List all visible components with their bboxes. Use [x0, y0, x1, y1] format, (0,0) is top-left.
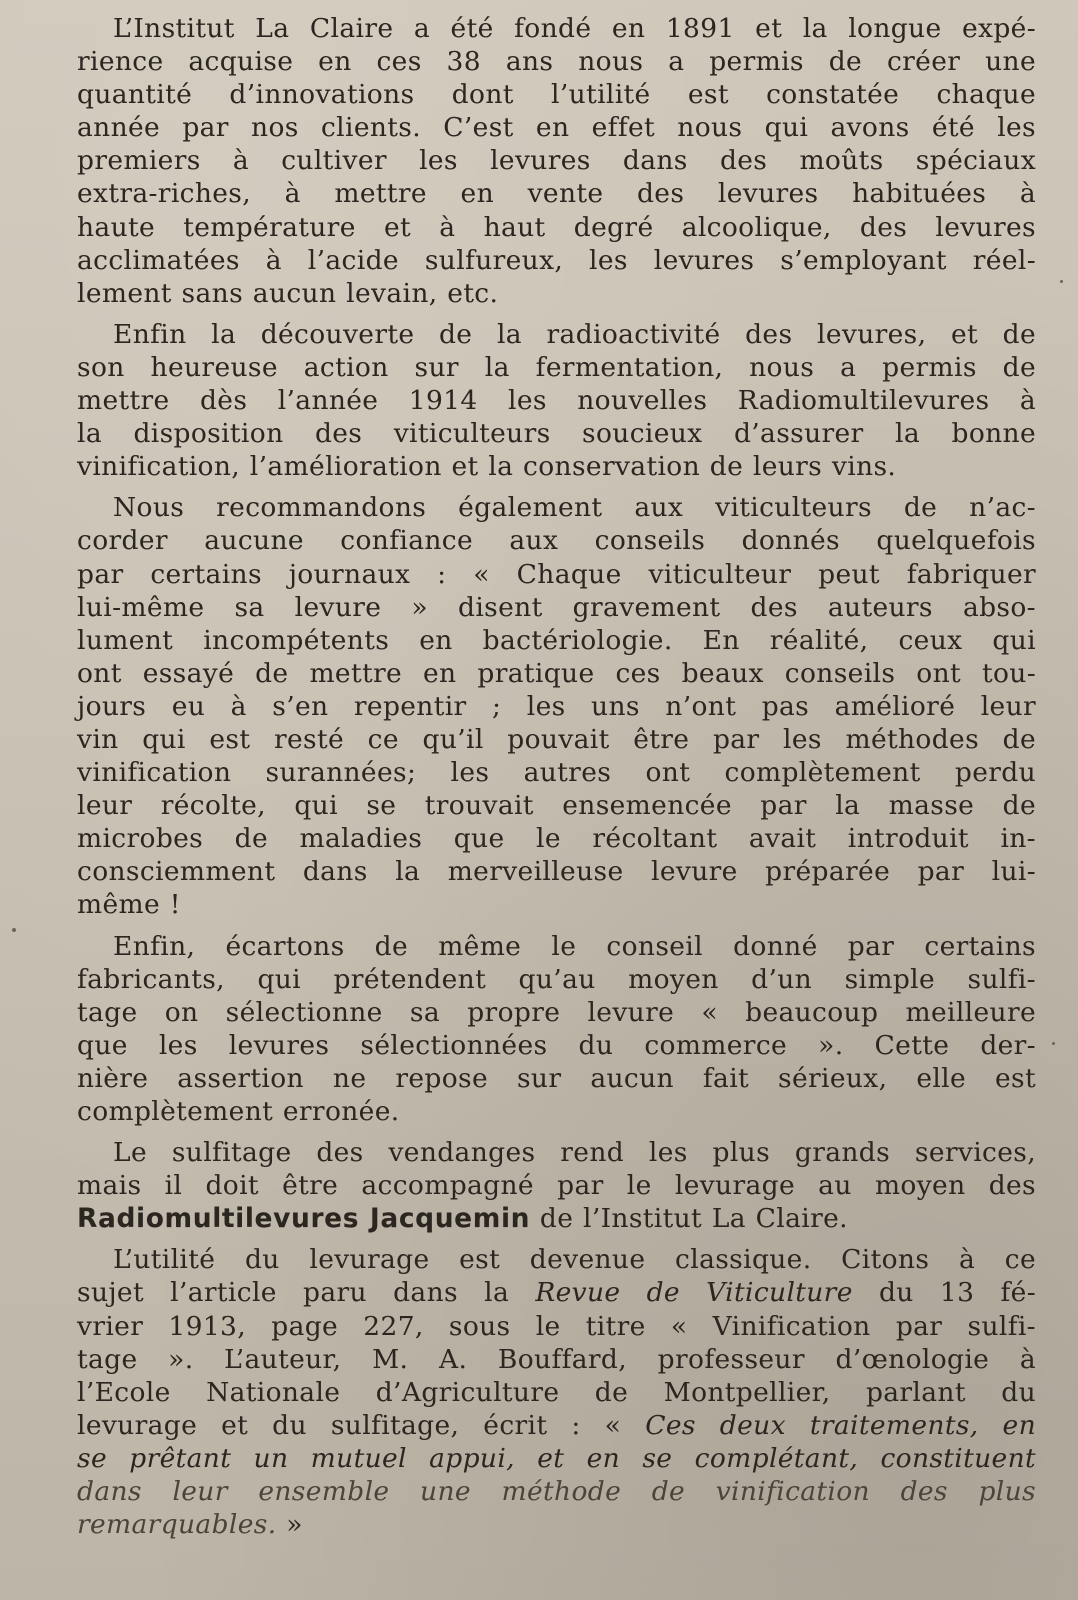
text-line: Nous recommandons également aux viticulteurs de n’ac-: [113, 492, 1036, 524]
text-line: haute température et à haut degré alcoolique, des levures: [77, 211, 1036, 243]
text-line: lui-même sa levure » disent gravement des auteurs abso-: [77, 591, 1036, 623]
text-line: L’Institut La Claire a été fondé en 1891 et la longue expé-: [113, 13, 1036, 44]
text-line: la disposition des viticulteurs soucieux d’assurer la bonne: [77, 418, 1036, 450]
text-line: l’Ecole Nationale d’Agriculture de Montpellier, parlant du: [77, 1376, 1036, 1408]
text-line: que les levures sélectionnées du commerce ». Cette der-: [77, 1029, 1036, 1061]
text-line: lement sans aucun levain, etc.: [77, 277, 499, 309]
text-fragment: levurage et du sulfitage, écrit : «: [77, 1409, 646, 1441]
text-line: acclimatées à l’acide sulfureux, les levures s’employant réel-: [77, 244, 1036, 276]
text-line: [42, 1409, 1036, 1442]
text-line: vin qui est resté ce qu’il pouvait être par les méthodes de: [77, 723, 1036, 755]
paragraph-radioactivity: [42, 318, 1036, 483]
quote-line: se prêtant un mutuel appui, et en se complétant, constituent: [77, 1442, 1036, 1474]
text-line: Enfin, écartons de même le conseil donné par certains: [113, 930, 1036, 962]
text-line: lument incompétents en bactériologie. En réalité, ceux qui: [77, 624, 1036, 656]
text-line: Le sulfitage des vendanges rend les plus grands services,: [113, 1137, 1036, 1169]
text-line: [42, 1508, 1036, 1541]
text-line: année par nos clients. C’est en effet nous qui avons été les: [77, 112, 1036, 144]
text-line: fabricants, qui prétendent qu’au moyen d’un simple sulfi-: [77, 963, 1036, 995]
text-line: extra-riches, à mettre en vente des levures habituées à: [77, 178, 1036, 210]
text-line: ont essayé de mettre en pratique ces beaux conseils ont tou-: [77, 657, 1036, 689]
text-line: mettre dès l’année 1914 les nouvelles Radiomultilevures à: [77, 385, 1036, 417]
paragraph-sulfitage-services: [42, 1136, 1036, 1235]
text-line: premiers à cultiver les levures dans des moûts spéciaux: [77, 145, 1036, 177]
quote-fragment: Ces deux traitements, en: [645, 1409, 1036, 1441]
text-line: nière assertion ne repose sur aucun fait sérieux, elle est: [77, 1062, 1036, 1094]
journal-title: Revue de Viticulture: [535, 1277, 853, 1309]
text-line: vrier 1913, page 227, sous le titre « Vinification par sulfi-: [77, 1310, 1036, 1342]
text-fragment: sujet l’article paru dans la: [77, 1277, 536, 1309]
text-line: son heureuse action sur la fermentation, nous a permis de: [77, 351, 1036, 383]
text-line: [42, 1276, 1036, 1309]
text-line: corder aucune confiance aux conseils donnés quelquefois: [77, 525, 1036, 557]
paragraph-sulfitage-warning: [42, 930, 1036, 1129]
text-line: Enfin la découverte de la radioactivité des levures, et de: [113, 318, 1036, 350]
text-fragment: du 13 fé-: [852, 1277, 1036, 1309]
text-line: leur récolte, qui se trouvait ensemencée par la masse de: [77, 790, 1036, 822]
paper-speck: [12, 928, 16, 932]
text-line: vinification surannées; les autres ont complètement perdu: [77, 757, 1036, 789]
quote-fragment: remarquables.: [77, 1509, 277, 1541]
text-line: vinification, l’amélioration et la conservation de leurs vins.: [77, 451, 897, 483]
text-line: mais il doit être accompagné par le levurage au moyen des: [77, 1170, 1036, 1202]
product-name: Radiomultilevures Jacquemin: [77, 1203, 531, 1235]
paragraph-recommendation: [42, 491, 1036, 921]
text-line: tage on sélectionne sa propre levure « beaucoup meilleure: [77, 996, 1036, 1028]
text-line: quantité d’innovations dont l’utilité est constatée chaque: [77, 79, 1036, 111]
text-line: L’utilité du levurage est devenue classique. Citons à ce: [113, 1244, 1036, 1276]
text-line: tage ». L’auteur, M. A. Bouffard, professeur d’œnologie à: [77, 1343, 1036, 1375]
paper-speck: [1060, 280, 1063, 283]
text-line: jours eu à s’en repentir ; les uns n’ont pas amélioré leur: [77, 690, 1036, 722]
paper-speck: [1052, 1042, 1055, 1045]
text-line: microbes de maladies que le récoltant avait introduit in-: [77, 823, 1036, 855]
text-line: même !: [77, 889, 181, 921]
text-line: [42, 1202, 1036, 1235]
text-fragment: de l’Institut La Claire.: [530, 1203, 848, 1235]
text-line: consciemment dans la merveilleuse levure préparée par lui-: [77, 856, 1036, 888]
paragraph-institute-history: [42, 12, 1036, 310]
quote-line: dans leur ensemble une méthode de vinification des plus: [77, 1476, 1036, 1508]
text-line: par certains journaux : « Chaque viticulteur peut fabriquer: [77, 558, 1036, 590]
paragraph-levurage-citation: [42, 1243, 1036, 1541]
text-line: complètement erronée.: [77, 1096, 400, 1127]
text-line: rience acquise en ces 38 ans nous a permis de créer une: [77, 46, 1036, 78]
text-fragment: »: [276, 1509, 303, 1541]
